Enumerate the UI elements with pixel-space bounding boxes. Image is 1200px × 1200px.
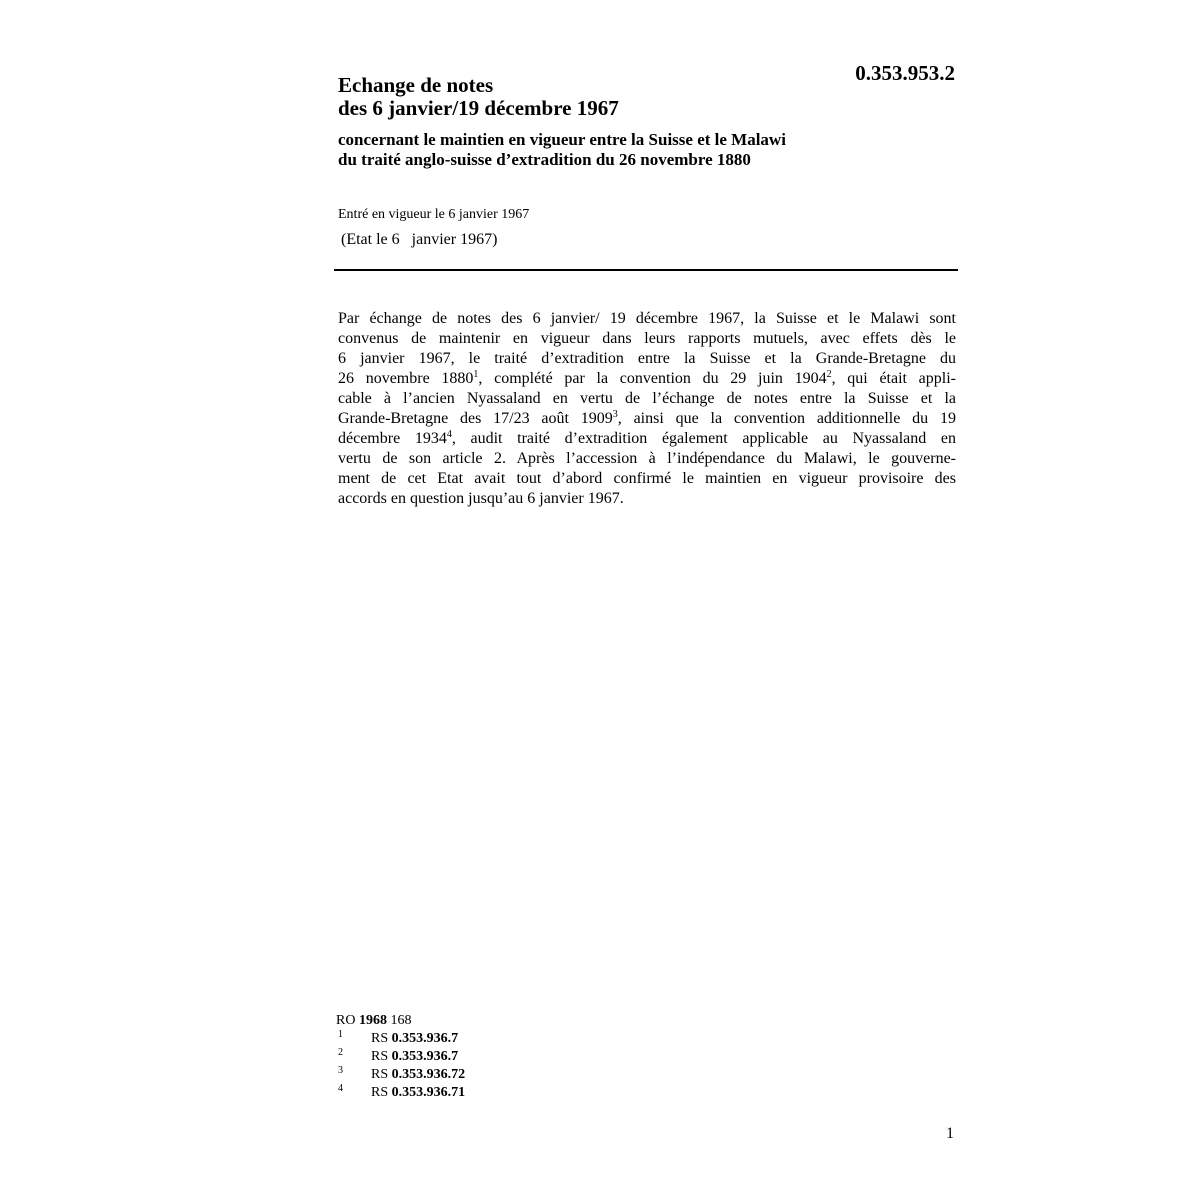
- footnote-link[interactable]: 0.353.936.7: [391, 1031, 459, 1046]
- body-text-segment: , qui était appli-: [831, 370, 956, 387]
- ro-page: 168: [390, 1013, 412, 1028]
- body-line: 6 janvier 1967, le traité d’extradition entre la Suisse et la Grande-Bretagne du: [338, 350, 956, 367]
- ro-year: 1968: [358, 1013, 387, 1028]
- body-line: accords en question jusqu’au 6 janvier 1967.: [338, 490, 624, 507]
- footnote-ref-1[interactable]: 1: [473, 369, 479, 380]
- footnote-number: 2: [338, 1047, 343, 1058]
- header-rule: [334, 269, 958, 271]
- body-text-segment: , complété par la convention du 29 juin 1904: [478, 370, 827, 387]
- body-text-segment: décembre 1934: [338, 430, 447, 447]
- footnote-item: [336, 1047, 459, 1066]
- body-text-segment: 26 novembre 1880: [338, 370, 474, 387]
- body-line: cable à l’ancien Nyassaland en vertu de l’échange de notes entre la Suisse et la: [338, 390, 956, 407]
- subtitle-line-1: concernant le maintien en vigueur entre la Suisse et le Malawi: [338, 130, 786, 149]
- body-paragraph: [338, 309, 956, 509]
- body-line: [338, 429, 956, 449]
- footnote-ref-4[interactable]: 4: [446, 429, 452, 440]
- body-text-segment: , audit traité d’extradition également applicable au Nyassaland en: [451, 430, 956, 447]
- footnote-item: [336, 1083, 466, 1102]
- sr-number: 0.353.953.2: [855, 61, 955, 85]
- entry-into-force: Entré en vigueur le 6 janvier 1967: [338, 207, 530, 222]
- footnote-link[interactable]: 0.353.936.71: [391, 1085, 466, 1100]
- footnote-number: 1: [338, 1029, 343, 1040]
- footnote-link[interactable]: 0.353.936.7: [391, 1049, 459, 1064]
- body-line: ment de cet Etat avait tout d’abord confirmé le maintien en vigueur provisoire des: [338, 470, 956, 487]
- footnote-ref-3[interactable]: 3: [612, 409, 618, 420]
- page-number: 1: [946, 1125, 954, 1142]
- footnote-prefix: RS: [371, 1067, 389, 1082]
- ro-reference: [336, 1012, 411, 1030]
- body-line: vertu de son article 2. Après l’accession à l’indépendance du Malawi, le gouverne-: [338, 450, 956, 467]
- body-line: Par échange de notes des 6 janvier/ 19 décembre 1967, la Suisse et le Malawi sont: [338, 310, 956, 327]
- footnote-prefix: RS: [371, 1085, 389, 1100]
- ro-prefix: RO: [336, 1013, 356, 1028]
- title-line-1: Echange de notes: [338, 73, 494, 97]
- body-text-segment: Grande-Bretagne des 17/23 août 1909: [338, 410, 613, 427]
- footnote-link[interactable]: 0.353.936.72: [391, 1067, 466, 1082]
- title-line-2: des 6 janvier/19 décembre 1967: [338, 96, 619, 120]
- status-date: (Etat le 6 janvier 1967): [341, 231, 498, 248]
- footnote-item: [336, 1029, 459, 1048]
- footnote-number: 4: [338, 1083, 343, 1094]
- body-line: [338, 369, 956, 389]
- footnotes-section: [336, 1012, 466, 1102]
- footnote-item: [336, 1065, 466, 1084]
- subtitle-line-2: du traité anglo-suisse d’extradition du 26 novembre 1880: [338, 150, 751, 169]
- footnote-prefix: RS: [371, 1049, 389, 1064]
- body-line: [338, 409, 956, 429]
- body-text-segment: , ainsi que la convention additionnelle du 19: [617, 410, 956, 427]
- document-title: [338, 74, 938, 120]
- footnote-ref-2[interactable]: 2: [826, 369, 832, 380]
- footnote-number: 3: [338, 1065, 343, 1076]
- document-subtitle: [338, 130, 958, 170]
- footnote-prefix: RS: [371, 1031, 389, 1046]
- body-line: convenus de maintenir en vigueur dans leurs rapports mutuels, avec effets dès le: [338, 330, 956, 347]
